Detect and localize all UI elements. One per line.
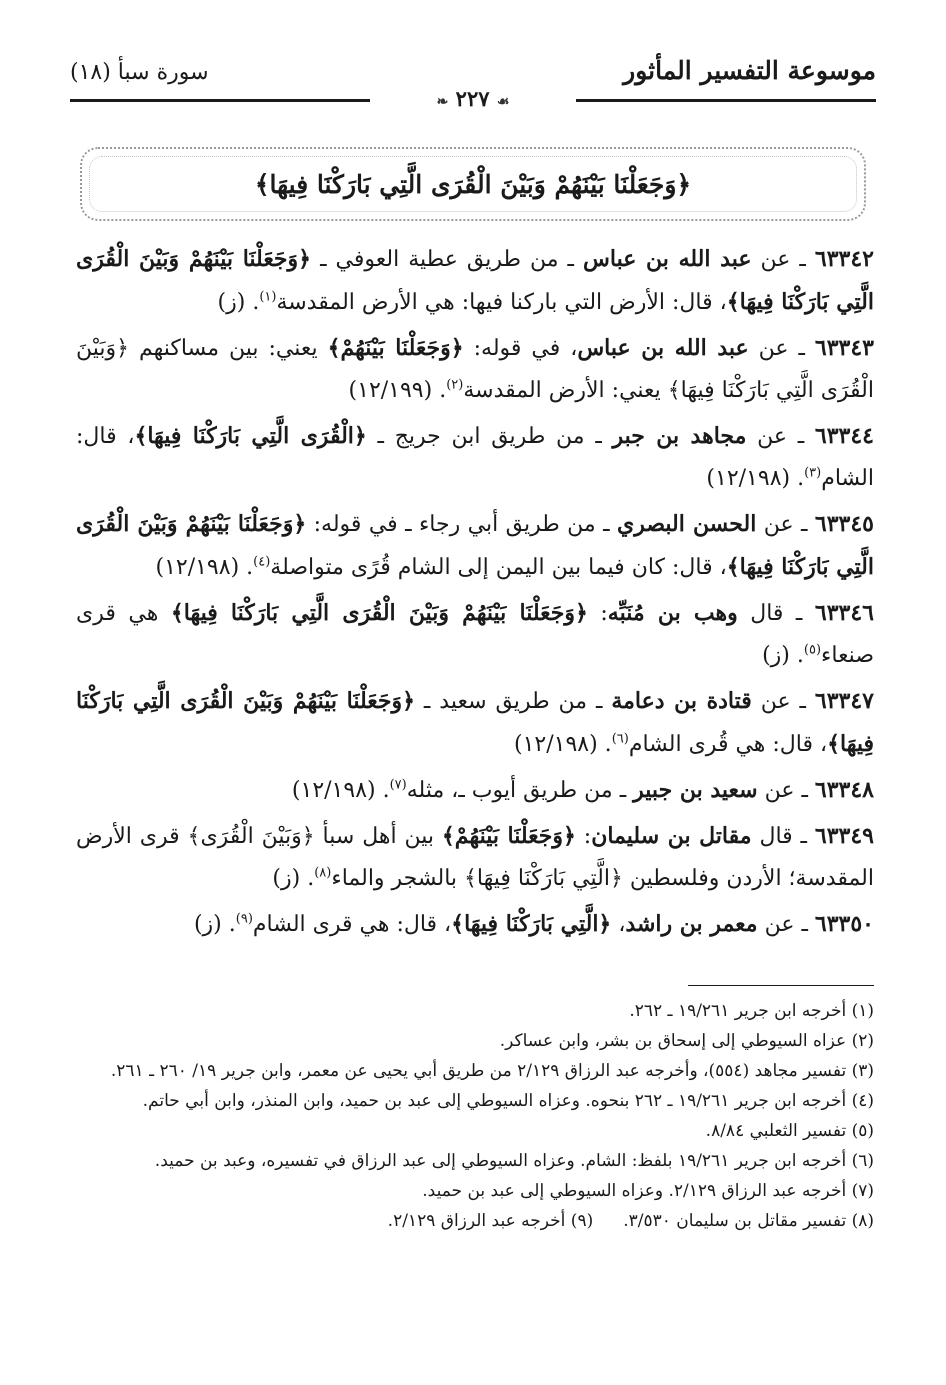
narrator-name: عبد الله بن عباس [583, 246, 752, 272]
entry-text: هي قرى صنعاء [76, 601, 874, 668]
entry [76, 592, 874, 677]
entry-text: ، قال: الشام [76, 424, 874, 491]
entry-reference: . (١٢/١٩٩) [348, 378, 447, 403]
footnote: (٦) أخرجه ابن جرير ١٩/٢٦١ بلفظ: الشام. وعزاه السيوطي إلى عبد الرزاق في تفسيره، وعبد بن حميد. [154, 1151, 874, 1171]
entry-reference: . (ز) [272, 866, 315, 891]
narrator-name: الحسن البصري [616, 511, 757, 537]
entry-connector: ، في قوله: [463, 336, 578, 361]
entry [76, 327, 874, 412]
entry-text: ، قال: كان فيما بين اليمن إلى الشام قُرًى متواصلة [270, 555, 727, 580]
entry-number: ٦٣٣٤٦ [814, 600, 874, 626]
entry-connector: ـ من طريق أبي رجاء ـ في قوله: [306, 512, 617, 537]
footnote: (٥) تفسير الثعلبي ٨/٨٤. [705, 1121, 874, 1141]
entry-intro: ـ عن [751, 689, 815, 714]
footnote: (١) أخرجه ابن جرير ١٩/٢٦١ ـ ٢٦٢. [629, 1001, 874, 1021]
entry [76, 503, 874, 589]
entry-intro: ـ عن [751, 247, 815, 272]
footnote-ref: (٩) [235, 911, 253, 927]
entry-number: ٦٣٣٤٤ [814, 423, 874, 449]
book-title: موسوعة التفسير المأثور [623, 56, 876, 85]
entry-text: يعني: بين مساكنهم ﴿وَبَيْنَ الْقُرَى الَّتِي بَارَكْنَا فِيهَا﴾ يعني: الأرض المقدسة [76, 336, 874, 403]
ayah-quote: ﴿وَجَعَلْنَا بَيْنَهُمْ﴾ [441, 823, 576, 849]
narrator-name: مجاهد بن جبر [612, 423, 747, 449]
ayah-quote: ﴿وَجَعَلْنَا بَيْنَهُمْ وَبَيْنَ الْقُرَى الَّتِي بَارَكْنَا فِيهَا﴾ [76, 688, 874, 757]
entry-number: ٦٣٣٤٩ [814, 823, 874, 849]
page-number-text: ٢٢٧ [455, 85, 490, 111]
entry [76, 815, 874, 900]
entry-intro: ـ عن [746, 424, 815, 449]
footnote-ref: (٣) [804, 465, 822, 481]
entry-connector: : [575, 824, 592, 849]
ayah-quote: ﴿وَجَعَلْنَا بَيْنَهُمْ وَبَيْنَ الْقُرَى الَّتِي بَارَكْنَا فِيهَا﴾ [76, 246, 874, 315]
page-number [423, 86, 524, 111]
entry [76, 680, 874, 766]
page-number-wrap [70, 86, 876, 110]
surah-label: سورة سبأ (١٨) [70, 60, 209, 85]
entry-text: ، قال: هي قرى الشام [252, 912, 452, 937]
narrator-name: عبد الله بن عباس [577, 335, 749, 361]
narrator-name: معمر بن راشد [625, 911, 758, 937]
footnote-ref: (٧) [389, 777, 407, 793]
ornament-icon: ❧ [436, 93, 449, 110]
entry-text: ، قال: الأرض التي باركنا فيها: هي الأرض المقدسة [276, 290, 727, 315]
footnote: (٢) عزاه السيوطي إلى إسحاق بن بشر، وابن عساكر. [499, 1031, 874, 1051]
entry [76, 769, 874, 812]
footnote-divider [688, 985, 874, 986]
entry-connector: ـ من طريق سعيد ـ [415, 689, 612, 714]
entry-connector: : [587, 601, 608, 626]
entry-intro: ـ عن [748, 336, 815, 361]
entry-number: ٦٣٣٤٣ [814, 335, 874, 361]
entry-reference: . (ز) [762, 643, 804, 668]
page-header [70, 52, 876, 111]
footnote-ref: (٥) [803, 642, 822, 658]
entry-intro: ـ عن [757, 778, 815, 803]
footnote-ref: (١) [259, 289, 277, 305]
footnote-ref: (٨) [314, 865, 332, 881]
entry-text: بين أهل سبأ ﴿وَبَيْنَ الْقُرَى﴾ قرى الأرض المقدسة؛ الأردن وفلسطين ﴿الَّتِي بَارَكْنَا فِيهَا﴾ بالشجر والماء [76, 824, 874, 891]
footnote: (٣) تفسير مجاهد (٥٥٤)، وأخرجه عبد الرزاق ٢/١٢٩ من طريق أبي يحيى عن معمر، وابن جرير ١٩/ ٢٦٠ ـ ٢٦١. [110, 1061, 874, 1081]
entry [76, 415, 874, 500]
entry-reference: . (١٢/١٩٨) [155, 555, 254, 580]
entry-connector: ـ من طريق ابن جريج ـ [366, 424, 613, 449]
narrator-name: سعيد بن جبير [633, 777, 758, 803]
footnote-ref: (٤) [253, 554, 271, 570]
entry-intro: ـ عن [757, 912, 815, 937]
entry [76, 903, 874, 946]
entry [76, 238, 874, 324]
entry-reference: . (ز) [217, 290, 260, 315]
footnote: (٨) تفسير مقاتل بن سليمان ٣/٥٣٠. [623, 1211, 874, 1231]
entry-intro: ـ قال [751, 824, 815, 849]
entry-number: ٦٣٣٤٢ [814, 246, 874, 272]
footnote-ref: (٢) [446, 377, 464, 393]
footnote: (٩) أخرجه عبد الرزاق ٢/١٢٩. [387, 1211, 594, 1231]
ayah-quote: ﴿الْقُرَى الَّتِي بَارَكْنَا فِيهَا﴾ [134, 423, 367, 449]
verse-header: ﴿وَجَعَلْنَا بَيْنَهُمْ وَبَيْنَ الْقُرَى الَّتِي بَارَكْنَا فِيهَا﴾ [254, 169, 692, 199]
entry-number: ٦٣٣٤٥ [814, 511, 874, 537]
footnote: (٤) أخرجه ابن جرير ١٩/٢٦١ ـ ٢٦٢ بنحوه. وعزاه السيوطي إلى عبد بن حميد، وابن المنذر، وابن أبي حاتم. [142, 1091, 874, 1111]
footnote: (٧) أخرجه عبد الرزاق ٢/١٢٩. وعزاه السيوطي إلى عبد بن حميد. [422, 1181, 874, 1201]
ornament-icon: ☙ [496, 93, 510, 110]
entry-connector: ، [611, 912, 626, 937]
entry-reference: . (١٢/١٩٨) [291, 778, 390, 803]
footnote-pair [76, 1207, 874, 1235]
entry-connector: ـ من طريق أيوب ـ، مثله [406, 778, 634, 803]
ayah-quote: ﴿وَجَعَلْنَا بَيْنَهُمْ وَبَيْنَ الْقُرَى الَّتِي بَارَكْنَا فِيهَا﴾ [76, 511, 874, 580]
entry-intro: ـ عن [756, 512, 815, 537]
entry-intro: ـ قال [737, 601, 815, 626]
footnotes [76, 997, 874, 1237]
narrator-name: وهب بن مُنَبِّه [607, 600, 738, 626]
ayah-quote: ﴿وَجَعَلْنَا بَيْنَهُمْ وَبَيْنَ الْقُرَى الَّتِي بَارَكْنَا فِيهَا﴾ [170, 600, 588, 626]
entry-number: ٦٣٣٤٨ [814, 777, 874, 803]
narrator-name: مقاتل بن سليمان [591, 823, 752, 849]
ayah-quote: ﴿وَجَعَلْنَا بَيْنَهُمْ﴾ [327, 335, 464, 361]
entry-reference: . (١٢/١٩٨) [706, 466, 805, 491]
footnote-ref: (٦) [611, 731, 629, 747]
narrator-name: قتادة بن دعامة [611, 688, 752, 714]
entries-list [76, 238, 874, 949]
entry-number: ٦٣٣٥٠ [814, 911, 874, 937]
entry-reference: . (ز) [193, 912, 236, 937]
verse-frame [80, 147, 866, 221]
entry-text: ، قال: هي قُرى الشام [628, 732, 828, 757]
entry-number: ٦٣٣٤٧ [814, 688, 874, 714]
ayah-quote: ﴿الَّتِي بَارَكْنَا فِيهَا﴾ [451, 911, 612, 937]
entry-connector: ـ من طريق عطية العوفي ـ [311, 247, 584, 272]
entry-reference: . (١٢/١٩٨) [514, 732, 612, 757]
